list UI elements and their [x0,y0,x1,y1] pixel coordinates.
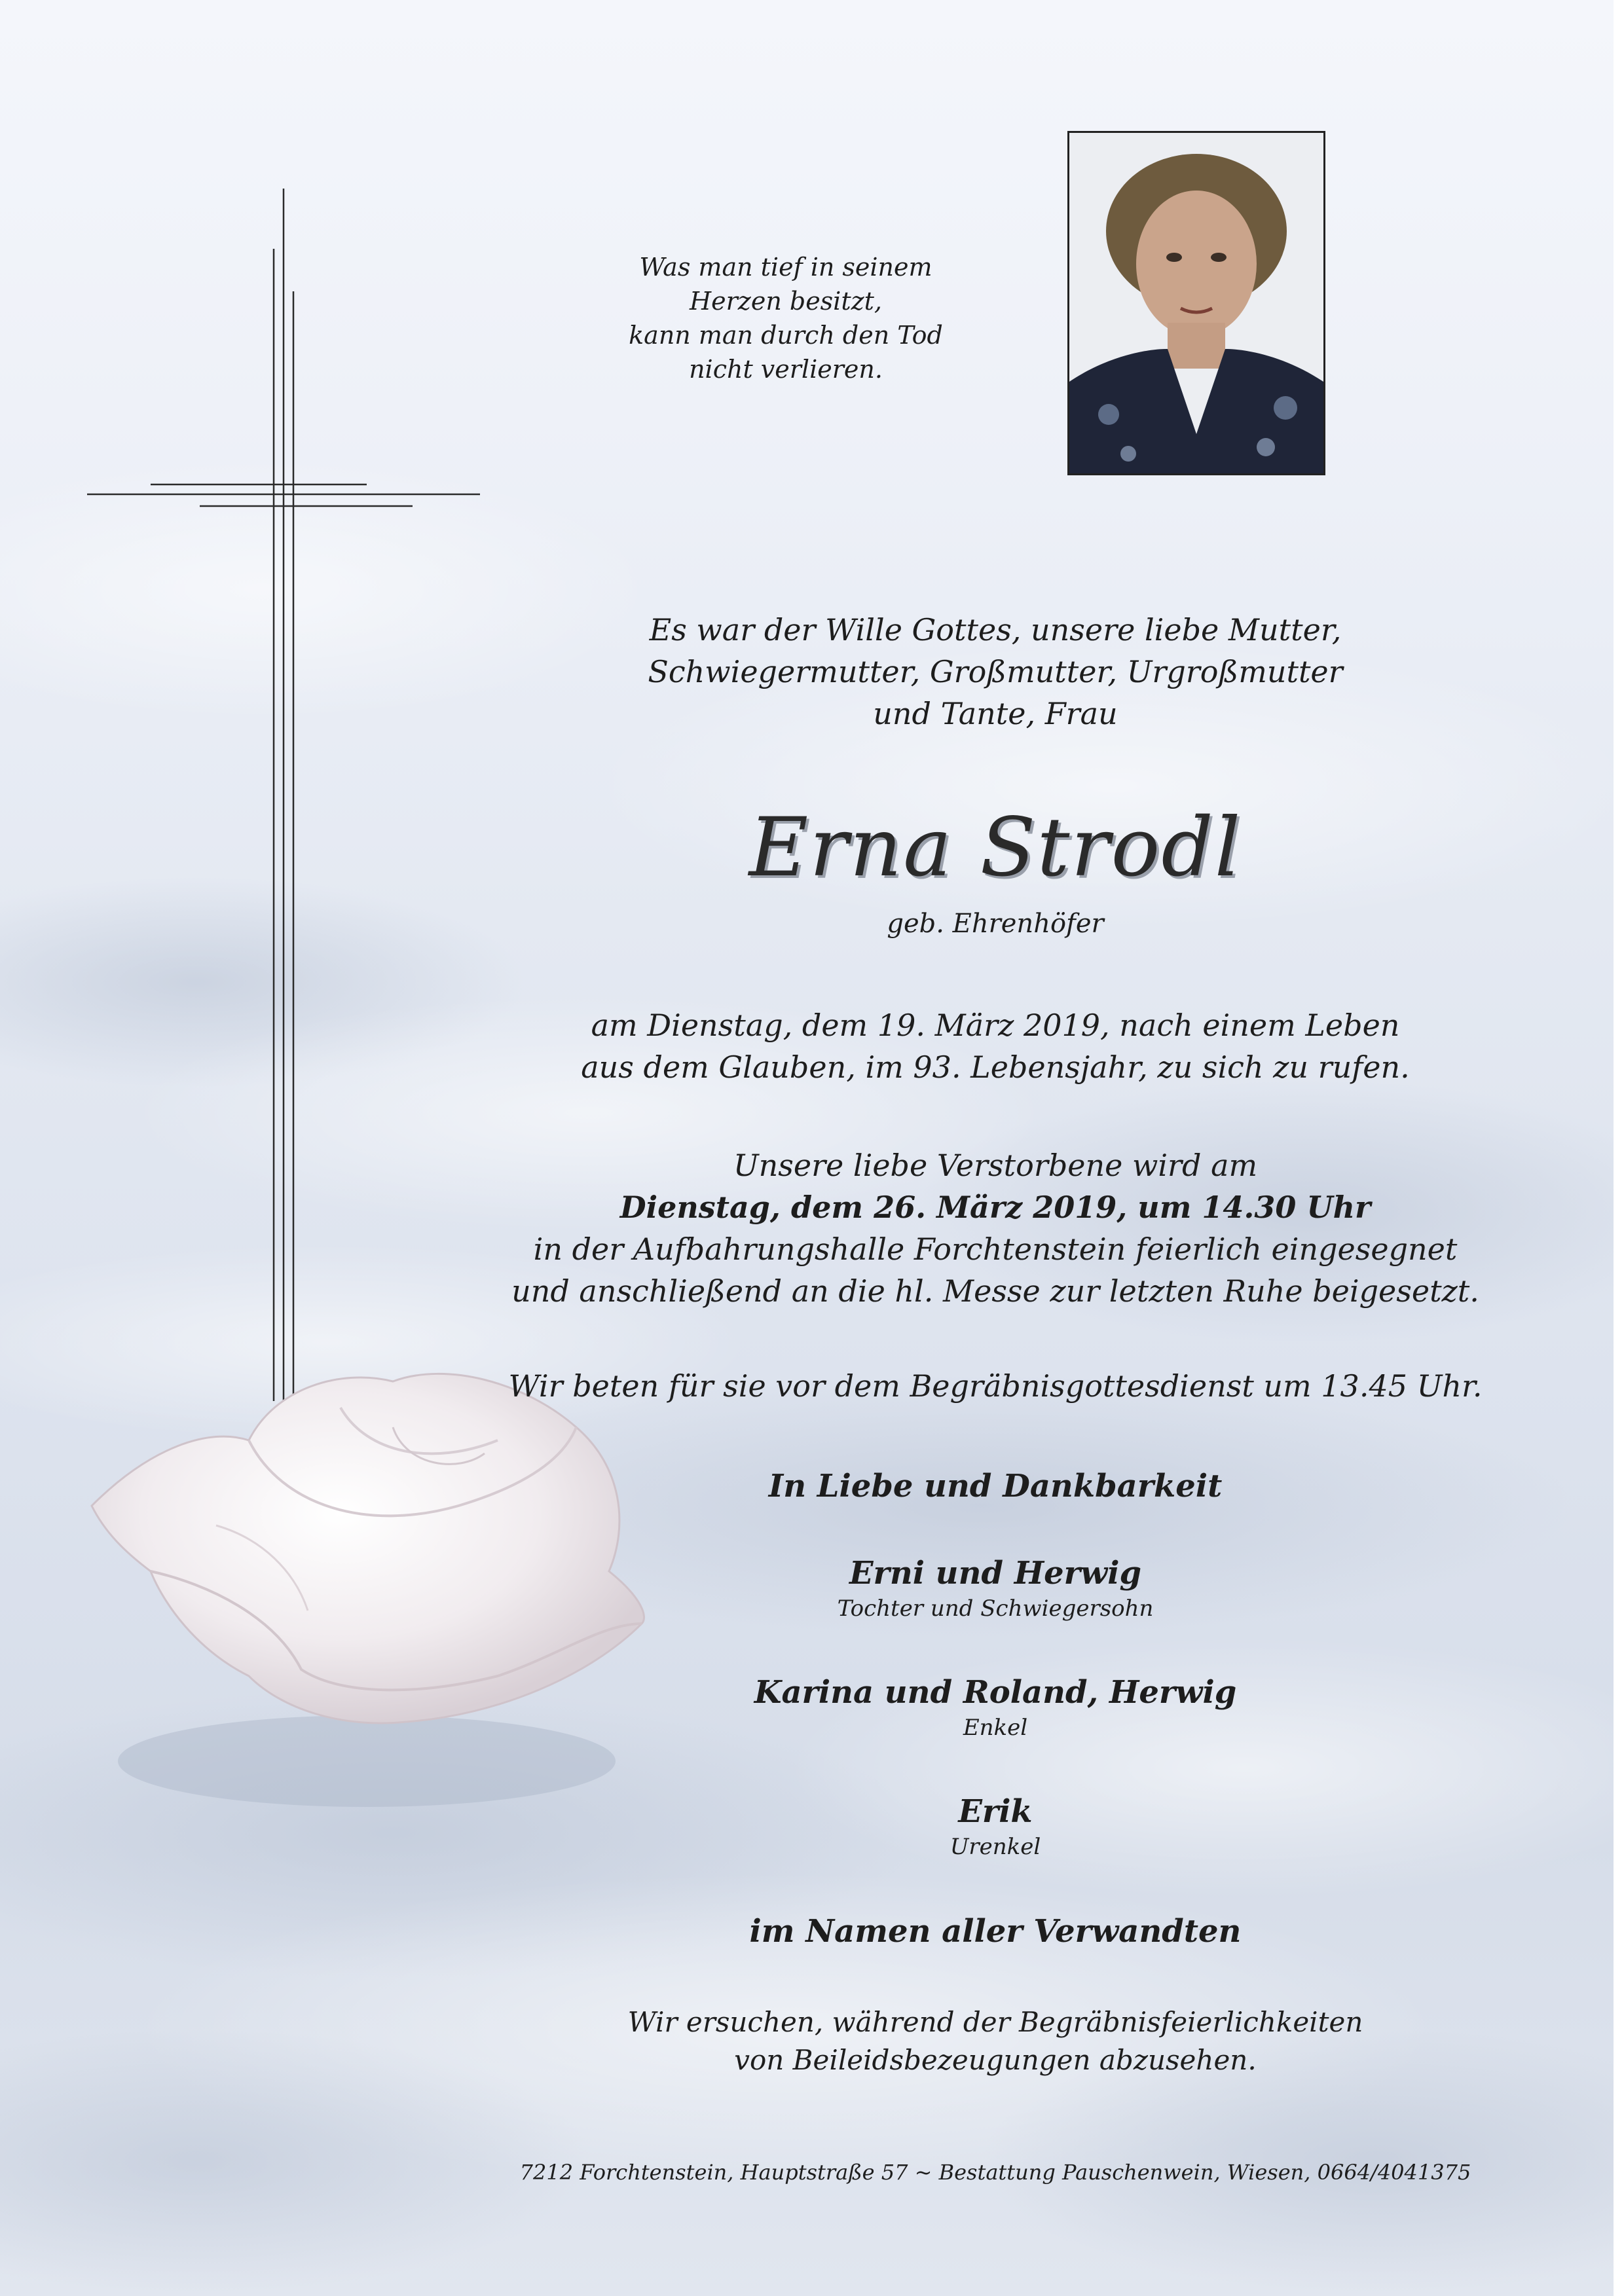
death-line: am Dienstag, dem 19. März 2019, nach einem Leben [591,1008,1400,1043]
closing-phrase: In Liebe und Dankbarkeit [768,1468,1223,1504]
request-line: Wir ersuchen, während der Begräbnisfeierlichkeiten [627,2006,1363,2038]
quote-line: kann man durch den Tod [629,321,943,350]
quote-line: Herzen besitzt, [690,287,882,316]
mourner-entry [498,1791,1493,1862]
intro-line: und Tante, Frau [873,696,1118,731]
mourner-names: Karina und Roland, Herwig [754,1674,1237,1711]
funeral-line: und anschließend an die hl. Messe zur letzten Ruhe beigesetzt. [511,1273,1479,1309]
prayer-notice: Wir beten für sie vor dem Begräbnisgottesdienst um 13.45 Uhr. [508,1368,1483,1404]
mourner-names: Erik [958,1793,1033,1830]
funeral-line: in der Aufbahrungshalle Forchtenstein feierlich eingesegnet [533,1231,1458,1267]
death-notice [498,1004,1493,1088]
relatives-line: im Namen aller Verwandten [749,1913,1242,1950]
quote-line: nicht verlieren. [689,355,883,384]
memorial-quote [576,250,995,386]
funeral-line: Unsere liebe Verstorbene wird am [733,1148,1258,1183]
mourner-relation: Urenkel [950,1834,1041,1860]
undertaker-footer: 7212 Forchtenstein, Hauptstraße 57 ~ Bestattung Pauschenwein, Wiesen, 0664/4041375 [519,2160,1471,2185]
intro-line: Schwiegermutter, Großmutter, Urgroßmutter [648,654,1343,689]
mourner-relation: Enkel [963,1715,1028,1741]
portrait-photo [1067,131,1325,475]
mourner-relation: Tochter und Schwiegersohn [837,1595,1154,1622]
death-line: aus dem Glauben, im 93. Lebensjahr, zu sich zu rufen. [581,1049,1410,1085]
scan-edge [1614,0,1624,2296]
funeral-date: Dienstag, dem 26. März 2019, um 14.30 Uhr [619,1190,1371,1225]
portrait-drawing [1069,133,1323,473]
mourner-names: Erni und Herwig [849,1555,1142,1592]
condolence-request [498,2003,1493,2079]
intro-line: Es war der Wille Gottes, unsere liebe Mutter, [649,612,1342,647]
mourner-entry [498,1672,1493,1743]
intro-text [498,609,1493,735]
maiden-name: geb. Ehrenhöfer [887,909,1104,939]
funeral-details [498,1144,1493,1312]
mourner-entry [498,1553,1493,1624]
quote-line: Was man tief in seinem [639,253,932,282]
request-line: von Beileidsbezeugungen abzusehen. [734,2044,1257,2076]
deceased-name: Erna Strodl [748,801,1242,895]
